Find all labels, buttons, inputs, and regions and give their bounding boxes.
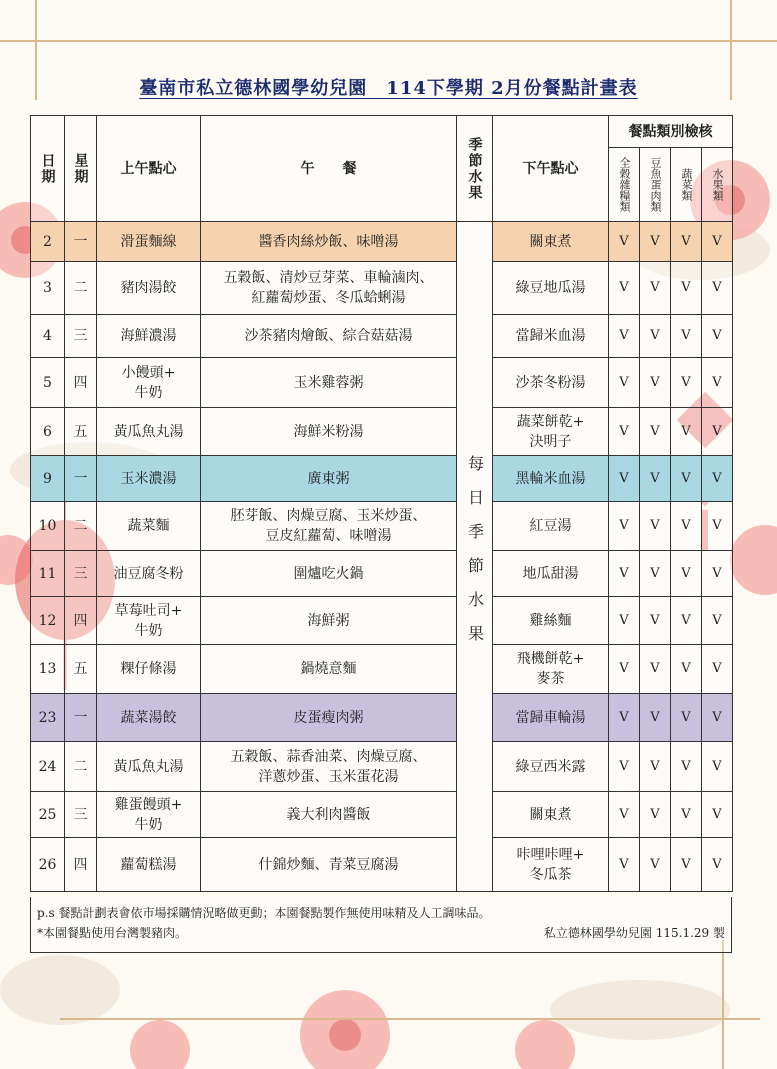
cell-check-mark: V <box>640 645 671 694</box>
cell-afternoon-snack: 咔哩咔哩+ 冬瓜茶 <box>493 838 609 892</box>
cell-weekday: 五 <box>65 408 97 456</box>
cell-check-mark: V <box>671 792 702 838</box>
cell-check-mark: V <box>702 597 733 645</box>
table-row <box>31 742 733 792</box>
cell-check-mark: V <box>640 456 671 502</box>
cell-morning-snack: 蔬菜湯餃 <box>97 694 201 742</box>
cell-weekday: 二 <box>65 502 97 551</box>
cell-check-mark: V <box>702 315 733 358</box>
cell-day: 12 <box>31 597 65 645</box>
cell-lunch: 什錦炒麵、青菜豆腐湯 <box>201 838 457 892</box>
frame-line-bottom <box>60 1018 760 1020</box>
flower-shape <box>130 1020 190 1069</box>
cell-lunch: 五穀飯、清炒豆芽菜、車輪滷肉、 紅蘿蔔炒蛋、冬瓜蛤蜊湯 <box>201 262 457 315</box>
cell-weekday: 一 <box>65 694 97 742</box>
cell-afternoon-snack: 關東煮 <box>493 222 609 262</box>
cell-check-mark: V <box>702 456 733 502</box>
cell-weekday: 四 <box>65 838 97 892</box>
cell-check-mark: V <box>640 694 671 742</box>
note-line-1: p.s 餐點計劃表會依市場採購情況略做更動；本園餐點製作無使用味精及人工調味品。 <box>37 906 491 920</box>
header-check-fruit: 水果類 <box>702 148 733 222</box>
meal-plan-table <box>30 115 733 892</box>
cell-day: 9 <box>31 456 65 502</box>
table-row <box>31 551 733 597</box>
cell-check-mark: V <box>702 222 733 262</box>
cell-check-mark: V <box>640 838 671 892</box>
cell-check-mark: V <box>609 222 640 262</box>
cell-morning-snack: 黃瓜魚丸湯 <box>97 742 201 792</box>
cell-weekday: 四 <box>65 597 97 645</box>
header-check-protein: 豆魚蛋肉類 <box>640 148 671 222</box>
cell-weekday: 一 <box>65 222 97 262</box>
cell-lunch: 胚芽飯、肉燥豆腐、玉米炒蛋、 豆皮紅蘿蔔、味噌湯 <box>201 502 457 551</box>
season-fruit-text: 每日季節水果 <box>465 454 485 659</box>
cell-day: 23 <box>31 694 65 742</box>
table-row <box>31 262 733 315</box>
cell-check-mark: V <box>671 358 702 408</box>
cell-check-mark: V <box>609 597 640 645</box>
table-row <box>31 597 733 645</box>
made-by-text: 私立德林國學幼兒園 115.1.29 製 <box>543 926 725 940</box>
cell-check-mark: V <box>640 408 671 456</box>
cell-afternoon-snack: 地瓜甜湯 <box>493 551 609 597</box>
cell-check-mark: V <box>671 456 702 502</box>
cell-check-mark: V <box>671 645 702 694</box>
cell-check-mark: V <box>640 597 671 645</box>
cell-check-mark: V <box>671 502 702 551</box>
cell-lunch: 皮蛋瘦肉粥 <box>201 694 457 742</box>
table-row <box>31 408 733 456</box>
cell-afternoon-snack: 當歸米血湯 <box>493 315 609 358</box>
cell-morning-snack: 雞蛋饅頭+ 牛奶 <box>97 792 201 838</box>
cell-afternoon-snack: 綠豆地瓜湯 <box>493 262 609 315</box>
cell-day: 4 <box>31 315 65 358</box>
flower-center <box>329 1019 361 1051</box>
cell-lunch: 沙茶豬肉燴飯、綜合菇菇湯 <box>201 315 457 358</box>
cell-check-mark: V <box>609 408 640 456</box>
cell-check-mark: V <box>702 792 733 838</box>
cell-check-mark: V <box>702 551 733 597</box>
cell-lunch: 圍爐吃火鍋 <box>201 551 457 597</box>
cell-check-mark: V <box>671 597 702 645</box>
cell-weekday: 三 <box>65 551 97 597</box>
cell-weekday: 三 <box>65 315 97 358</box>
cell-check-mark: V <box>671 315 702 358</box>
cloud-shape <box>550 980 730 1040</box>
frame-line-right-lower <box>722 940 724 1069</box>
cell-check-mark: V <box>702 502 733 551</box>
cell-afternoon-snack: 當歸車輪湯 <box>493 694 609 742</box>
cell-lunch: 五穀飯、蒜香油菜、肉燥豆腐、 洋蔥炒蛋、玉米蛋花湯 <box>201 742 457 792</box>
cell-check-mark: V <box>609 838 640 892</box>
table-row <box>31 315 733 358</box>
cell-check-mark: V <box>702 742 733 792</box>
cell-morning-snack: 玉米濃湯 <box>97 456 201 502</box>
cell-check-mark: V <box>609 315 640 358</box>
cell-check-mark: V <box>702 645 733 694</box>
header-lunch: 午 餐 <box>201 116 457 222</box>
cell-day: 26 <box>31 838 65 892</box>
cell-day: 13 <box>31 645 65 694</box>
cell-season-fruit <box>457 222 493 892</box>
cell-check-mark: V <box>640 262 671 315</box>
cell-morning-snack: 油豆腐冬粉 <box>97 551 201 597</box>
header-check-grains: 全穀雜糧類 <box>609 148 640 222</box>
cell-check-mark: V <box>609 645 640 694</box>
cell-check-mark: V <box>609 502 640 551</box>
flower-shape <box>515 1020 575 1069</box>
cell-check-mark: V <box>640 742 671 792</box>
cell-afternoon-snack: 雞絲麵 <box>493 597 609 645</box>
cell-check-mark: V <box>702 694 733 742</box>
header-afternoon-snack: 下午點心 <box>493 116 609 222</box>
cell-weekday: 二 <box>65 742 97 792</box>
note-line-2: *本園餐點使用台灣製豬肉。 <box>37 926 188 940</box>
cell-check-mark: V <box>671 262 702 315</box>
header-weekday: 星期 <box>65 116 97 222</box>
cell-weekday: 二 <box>65 262 97 315</box>
cell-weekday: 一 <box>65 456 97 502</box>
cell-check-mark: V <box>640 222 671 262</box>
cell-day: 5 <box>31 358 65 408</box>
cell-check-mark: V <box>609 742 640 792</box>
cell-check-mark: V <box>640 551 671 597</box>
cell-day: 24 <box>31 742 65 792</box>
cell-lunch: 義大利肉醬飯 <box>201 792 457 838</box>
cell-check-mark: V <box>702 358 733 408</box>
cell-lunch: 玉米雞蓉粥 <box>201 358 457 408</box>
flower-shape <box>730 525 777 595</box>
table-row <box>31 222 733 262</box>
notes-section <box>30 897 732 953</box>
cell-afternoon-snack: 飛機餅乾+ 麥茶 <box>493 645 609 694</box>
cell-lunch: 鍋燒意麵 <box>201 645 457 694</box>
cell-lunch: 海鮮粥 <box>201 597 457 645</box>
cloud-shape <box>0 955 120 1025</box>
table-row <box>31 792 733 838</box>
table-row <box>31 694 733 742</box>
cell-check-mark: V <box>671 742 702 792</box>
cell-lunch: 海鮮米粉湯 <box>201 408 457 456</box>
cell-day: 11 <box>31 551 65 597</box>
cell-check-mark: V <box>609 456 640 502</box>
table-row <box>31 645 733 694</box>
cell-morning-snack: 海鮮濃湯 <box>97 315 201 358</box>
cell-check-mark: V <box>671 408 702 456</box>
table-row <box>31 502 733 551</box>
cell-weekday: 四 <box>65 358 97 408</box>
frame-line-top <box>0 40 777 42</box>
cell-check-mark: V <box>640 792 671 838</box>
cell-check-mark: V <box>640 502 671 551</box>
cell-afternoon-snack: 黑輪米血湯 <box>493 456 609 502</box>
cell-day: 6 <box>31 408 65 456</box>
cell-morning-snack: 滑蛋麵線 <box>97 222 201 262</box>
cell-check-mark: V <box>671 838 702 892</box>
cell-check-mark: V <box>671 222 702 262</box>
cell-morning-snack: 黃瓜魚丸湯 <box>97 408 201 456</box>
cell-check-mark: V <box>609 792 640 838</box>
cell-check-mark: V <box>640 315 671 358</box>
cell-check-mark: V <box>671 551 702 597</box>
cell-weekday: 五 <box>65 645 97 694</box>
cell-check-mark: V <box>609 358 640 408</box>
cell-check-mark: V <box>609 551 640 597</box>
cell-afternoon-snack: 沙茶冬粉湯 <box>493 358 609 408</box>
cell-morning-snack: 蔬菜麵 <box>97 502 201 551</box>
cell-lunch: 醬香肉絲炒飯、味噌湯 <box>201 222 457 262</box>
cell-check-mark: V <box>702 408 733 456</box>
table-row <box>31 838 733 892</box>
table-row <box>31 358 733 408</box>
cell-check-mark: V <box>702 262 733 315</box>
cell-afternoon-snack: 綠豆西米露 <box>493 742 609 792</box>
cell-day: 3 <box>31 262 65 315</box>
header-check-group: 餐點類別檢核 <box>609 116 733 148</box>
page-title: 臺南市私立德林國學幼兒園 114下學期 2月份餐點計畫表 <box>139 78 638 99</box>
header-day: 日期 <box>31 116 65 222</box>
header-check-veg: 蔬菜類 <box>671 148 702 222</box>
table-row <box>31 456 733 502</box>
header-season-fruit: 季節水果 <box>457 116 493 222</box>
cell-check-mark: V <box>609 694 640 742</box>
cell-day: 25 <box>31 792 65 838</box>
cell-check-mark: V <box>609 262 640 315</box>
cell-morning-snack: 草莓吐司+ 牛奶 <box>97 597 201 645</box>
cell-morning-snack: 蘿蔔糕湯 <box>97 838 201 892</box>
cell-check-mark: V <box>671 694 702 742</box>
cell-afternoon-snack: 紅豆湯 <box>493 502 609 551</box>
cell-morning-snack: 小饅頭+ 牛奶 <box>97 358 201 408</box>
cell-morning-snack: 粿仔條湯 <box>97 645 201 694</box>
cell-lunch: 廣東粥 <box>201 456 457 502</box>
cell-day: 10 <box>31 502 65 551</box>
cell-afternoon-snack: 關東煮 <box>493 792 609 838</box>
header-morning-snack: 上午點心 <box>97 116 201 222</box>
cell-day: 2 <box>31 222 65 262</box>
cell-morning-snack: 豬肉湯餃 <box>97 262 201 315</box>
cell-afternoon-snack: 蔬菜餅乾+ 決明子 <box>493 408 609 456</box>
cell-check-mark: V <box>640 358 671 408</box>
cell-weekday: 三 <box>65 792 97 838</box>
cell-check-mark: V <box>702 838 733 892</box>
